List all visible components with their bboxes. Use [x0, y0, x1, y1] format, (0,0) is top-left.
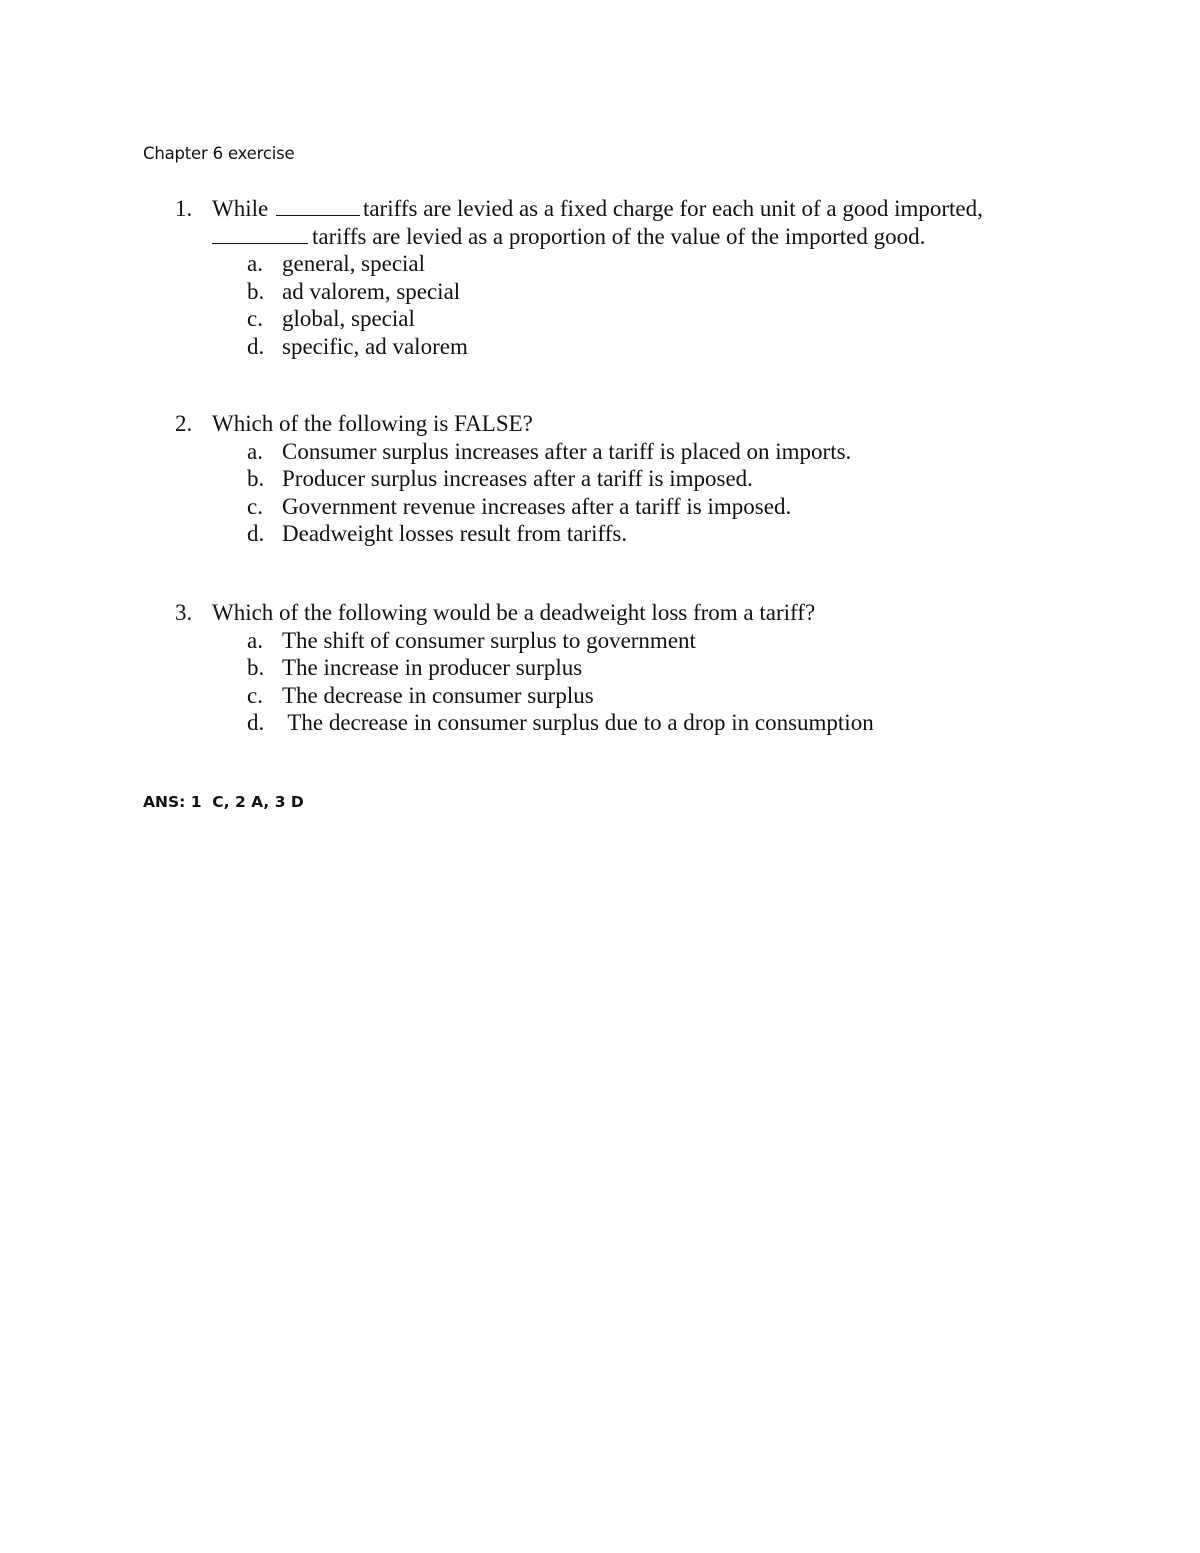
question-text: Which of the following is FALSE? — [212, 411, 533, 436]
option-c — [0, 493, 1200, 521]
option-d — [0, 709, 1200, 737]
question-stem-line — [0, 195, 1200, 223]
option-b — [0, 278, 1200, 306]
answer-blank — [276, 196, 360, 216]
answer-key: ANS: 1 C, 2 A, 3 D — [143, 793, 304, 811]
option-c — [0, 305, 1200, 333]
question-number: 3. — [175, 600, 193, 625]
option-d — [0, 520, 1200, 548]
question-text-start: While — [212, 196, 269, 221]
option-text: Deadweight losses result from tariffs. — [282, 521, 628, 546]
option-letter: a. — [247, 438, 263, 464]
option-b — [0, 654, 1200, 682]
question-text: Which of the following would be a deadweight loss from a tariff? — [212, 600, 816, 625]
option-letter: c. — [247, 493, 263, 519]
question-stem-line — [0, 223, 1200, 251]
question-text — [212, 195, 983, 223]
option-a — [0, 627, 1200, 655]
option-text: specific, ad valorem — [282, 333, 468, 359]
option-b — [0, 465, 1200, 493]
option-letter: c. — [247, 682, 263, 708]
answer-blank — [212, 224, 308, 244]
option-letter: b. — [247, 278, 265, 304]
option-text: Consumer surplus increases after a tariff is placed on imports. — [282, 438, 852, 464]
question-number: 1. — [175, 196, 193, 221]
question-3 — [0, 599, 1200, 737]
option-text: global, special — [282, 306, 415, 331]
option-d — [0, 333, 1200, 361]
question-stem-line — [0, 599, 1200, 627]
option-letter: d. — [247, 333, 265, 359]
question-text-continued: tariffs are levied as a proportion of the value of the imported good. — [312, 223, 926, 249]
question-text-continued: tariffs are levied as a fixed charge for each unit of a good imported, — [362, 196, 983, 221]
option-text: Government revenue increases after a tariff is imposed. — [282, 493, 792, 519]
option-text: Producer surplus increases after a tariff is imposed. — [282, 466, 753, 491]
option-text: general, special — [282, 251, 426, 276]
option-text: The increase in producer surplus — [282, 655, 583, 680]
question-2 — [0, 410, 1200, 548]
option-letter: a. — [247, 627, 263, 653]
question-stem-line — [0, 410, 1200, 438]
question-text — [212, 223, 925, 251]
option-letter: b. — [247, 466, 265, 491]
option-a — [0, 438, 1200, 466]
option-text: The decrease in consumer surplus due to a drop in consumption — [282, 710, 874, 735]
option-letter: d. — [247, 521, 265, 546]
option-text: The decrease in consumer surplus — [282, 682, 594, 708]
question-1 — [0, 195, 1200, 360]
option-text: The shift of consumer surplus to government — [282, 627, 696, 653]
option-letter: a. — [247, 251, 263, 276]
option-c — [0, 682, 1200, 710]
option-letter: b. — [247, 655, 265, 680]
option-a — [0, 250, 1200, 278]
option-text: ad valorem, special — [282, 278, 461, 304]
option-letter: c. — [247, 306, 263, 331]
option-letter: d. — [247, 710, 265, 735]
page-title: Chapter 6 exercise — [143, 144, 295, 163]
question-number: 2. — [175, 411, 193, 436]
